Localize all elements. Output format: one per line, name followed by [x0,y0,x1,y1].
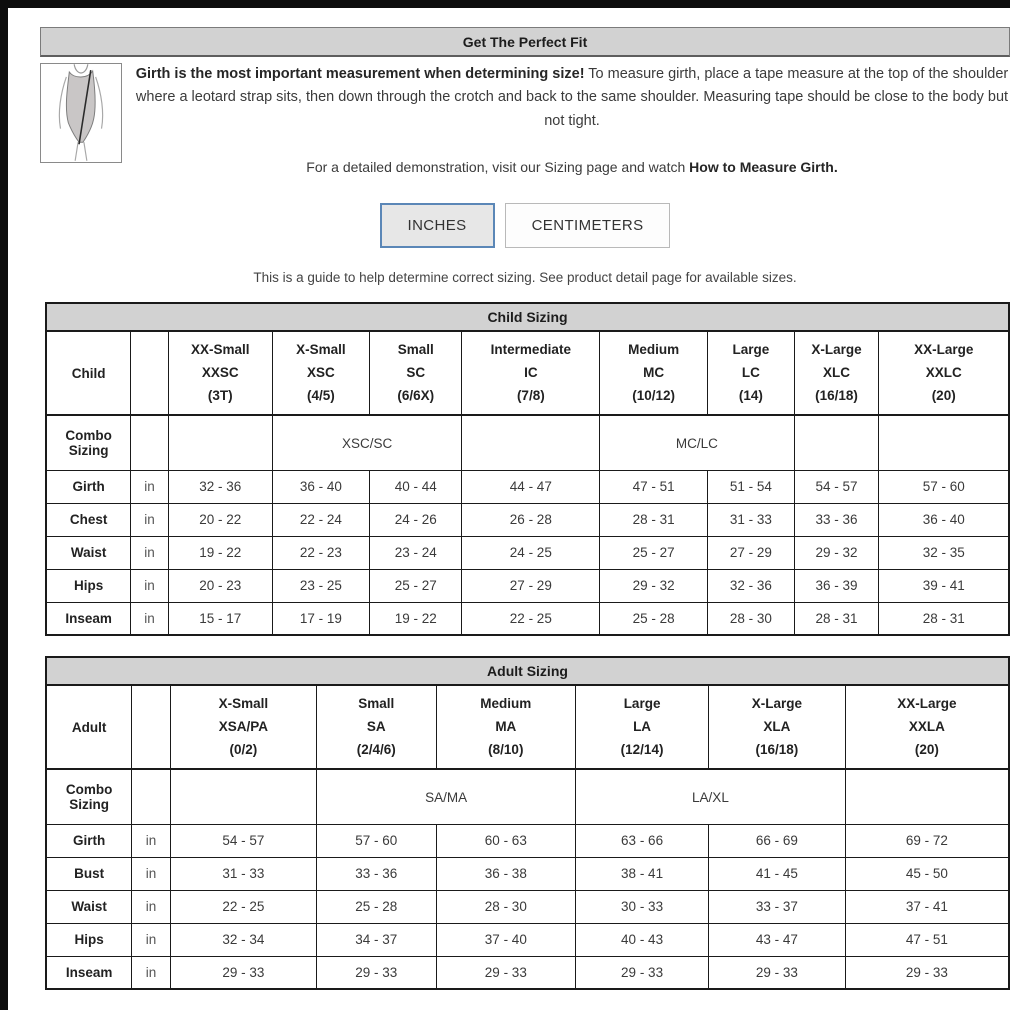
empty-cell [168,415,272,470]
adult-row-group-label: Adult [46,685,132,769]
column-code: LA [633,718,652,734]
size-cell: 36 - 40 [879,503,1009,536]
column-code: XSA/PA [218,718,269,734]
column-name: Small [358,696,395,712]
size-cell: 69 - 72 [845,824,1009,857]
size-cell: 28 - 31 [600,503,708,536]
size-cell: 28 - 31 [879,602,1009,635]
size-cell: 19 - 22 [168,536,272,569]
size-cell: 38 - 41 [576,857,709,890]
adult-header-row [46,685,1009,769]
size-cell: 47 - 51 [600,470,708,503]
table-row-inseam [46,956,1009,989]
combo-sizing-label: Combo Sizing [46,769,132,824]
adult-table-title-row [46,657,1009,685]
child-table-title-row [46,303,1009,331]
girth-instructions-column [122,63,1010,175]
size-cell: 33 - 37 [709,890,846,923]
column-range: (8/10) [488,741,524,757]
size-cell: 31 - 33 [708,503,795,536]
column-name: X-Large [751,696,803,712]
table-row-girth [46,824,1009,857]
size-cell: 37 - 40 [436,923,576,956]
unit-cell: in [132,890,171,923]
size-cell: 28 - 31 [794,602,879,635]
column-name: XX-Small [191,342,250,358]
combo-cell-mc-lc: MC/LC [600,415,795,470]
size-cell: 40 - 44 [370,470,462,503]
combo-cell-sa-ma: SA/MA [317,769,576,824]
size-cell: 25 - 27 [600,536,708,569]
size-cell: 57 - 60 [317,824,436,857]
size-cell: 66 - 69 [709,824,846,857]
row-label: Hips [46,923,132,956]
size-cell: 57 - 60 [879,470,1009,503]
column-range: (6/6X) [397,387,435,403]
combo-sizing-label: Combo Sizing [46,415,131,470]
size-cell: 33 - 36 [317,857,436,890]
girth-instructions [134,63,1010,133]
size-cell: 54 - 57 [170,824,316,857]
unit-cell: in [132,956,171,989]
column-name: Intermediate [490,342,571,358]
unit-cell: in [131,503,169,536]
column-header-x-small [170,685,316,769]
column-code: XXLC [925,364,962,380]
empty-cell [132,769,171,824]
unit-cell: in [131,602,169,635]
column-range: (16/18) [815,387,858,403]
size-cell: 29 - 33 [317,956,436,989]
column-name: Medium [628,342,680,358]
adult-combo-row [46,769,1009,824]
demo-note-text: For a detailed demonstration, visit our Sizing page and watch [306,159,690,176]
column-range: (20) [914,741,939,757]
unit-column-header [131,331,169,415]
demo-note-bold: How to Measure Girth. [689,159,838,176]
combo-cell-xsc-sc: XSC/SC [272,415,462,470]
column-code: XSC [307,364,335,380]
column-header-x-large [794,331,879,415]
unit-toggle-group [40,203,1010,248]
adult-table-title: Adult Sizing [46,657,1009,685]
column-code: XXLA [908,718,945,734]
child-combo-row [46,415,1009,470]
size-cell: 29 - 33 [170,956,316,989]
size-cell: 41 - 45 [709,857,846,890]
size-cell: 15 - 17 [168,602,272,635]
unit-cell: in [131,470,169,503]
column-code: LC [741,364,760,380]
column-header-x-small [272,331,369,415]
size-cell: 34 - 37 [317,923,436,956]
column-header-x-large [709,685,846,769]
size-cell: 29 - 33 [436,956,576,989]
empty-cell [131,415,169,470]
table-row-inseam [46,602,1009,635]
empty-cell [170,769,316,824]
unit-cell: in [131,569,169,602]
column-header-large [576,685,709,769]
size-cell: 19 - 22 [370,602,462,635]
column-code: SA [366,718,386,734]
size-cell: 36 - 38 [436,857,576,890]
window-edge-top [0,0,1010,8]
column-range: (0/2) [229,741,258,757]
row-label: Girth [46,824,132,857]
column-code: XLA [763,718,791,734]
column-name: Small [397,342,434,358]
empty-cell [462,415,600,470]
row-label: Bust [46,857,132,890]
size-cell: 27 - 29 [462,569,600,602]
size-cell: 28 - 30 [436,890,576,923]
size-cell: 29 - 33 [845,956,1009,989]
column-range: (3T) [207,387,233,403]
window-edge-left [0,0,8,1010]
column-code: SC [406,364,426,380]
column-header-xx-large [879,331,1009,415]
empty-cell [879,415,1009,470]
row-label: Chest [46,503,131,536]
row-label: Hips [46,569,131,602]
column-header-xx-small [168,331,272,415]
size-cell: 29 - 33 [576,956,709,989]
column-range: (10/12) [632,387,675,403]
girth-instructions-bold: Girth is the most important measurement when determining size! [135,66,585,82]
column-header-small [317,685,436,769]
size-cell: 32 - 36 [708,569,795,602]
size-cell: 32 - 36 [168,470,272,503]
row-label: Girth [46,470,131,503]
column-name: X-Small [218,696,269,712]
child-header-row [46,331,1009,415]
combo-cell-la-xl: LA/XL [576,769,846,824]
size-cell: 44 - 47 [462,470,600,503]
adult-sizing-table [45,656,1010,990]
table-row-chest [46,503,1009,536]
column-name: Large [623,696,661,712]
child-sizing-table [45,302,1010,636]
size-cell: 22 - 25 [170,890,316,923]
size-cell: 45 - 50 [845,857,1009,890]
size-cell: 28 - 30 [708,602,795,635]
size-cell: 24 - 26 [370,503,462,536]
unit-column-header [132,685,171,769]
size-cell: 20 - 23 [168,569,272,602]
column-name: X-Small [296,342,346,358]
column-range: (2/4/6) [356,741,396,757]
column-header-small [370,331,462,415]
column-range: (12/14) [620,741,664,757]
empty-cell [794,415,879,470]
column-code: MA [495,718,517,734]
child-table-title: Child Sizing [46,303,1009,331]
size-cell: 22 - 24 [272,503,369,536]
column-header-medium [600,331,708,415]
unit-cell: in [131,536,169,569]
size-cell: 24 - 25 [462,536,600,569]
table-row-hips [46,569,1009,602]
girth-instructions-rest: To measure girth, place a tape measure at the top of the shoulder where a leotard strap sits, then down through the crotch and back to the same shoulder. Measuring tape should be close to the body but not tight. [135,66,1009,129]
size-cell: 23 - 25 [272,569,369,602]
size-cell: 22 - 23 [272,536,369,569]
inches-button[interactable]: INCHES [380,203,495,248]
size-cell: 40 - 43 [576,923,709,956]
column-header-intermediate [462,331,600,415]
size-cell: 63 - 66 [576,824,709,857]
size-cell: 29 - 32 [794,536,879,569]
size-cell: 30 - 33 [576,890,709,923]
column-header-medium [436,685,576,769]
column-name: Medium [480,696,532,712]
size-cell: 43 - 47 [709,923,846,956]
unit-cell: in [132,923,171,956]
table-row-waist [46,890,1009,923]
centimeters-button[interactable]: CENTIMETERS [505,203,671,248]
row-label: Waist [46,890,132,923]
row-label: Inseam [46,956,132,989]
size-cell: 37 - 41 [845,890,1009,923]
column-code: XLC [823,364,851,380]
leotard-girth-diagram [40,63,122,163]
table-row-hips [46,923,1009,956]
size-cell: 25 - 28 [317,890,436,923]
sizing-demo-note [134,159,1010,175]
size-cell: 22 - 25 [462,602,600,635]
size-cell: 25 - 28 [600,602,708,635]
column-code: MC [643,364,665,380]
row-label: Waist [46,536,131,569]
column-code: XXSC [201,364,239,380]
column-range: (14) [738,387,763,403]
size-cell: 17 - 19 [272,602,369,635]
size-cell: 29 - 33 [709,956,846,989]
size-cell: 29 - 32 [600,569,708,602]
unit-cell: in [132,824,171,857]
size-cell: 31 - 33 [170,857,316,890]
column-range: (7/8) [516,387,545,403]
column-code: IC [524,364,538,380]
size-cell: 60 - 63 [436,824,576,857]
size-cell: 39 - 41 [879,569,1009,602]
column-name: XX-Large [914,342,974,358]
size-cell: 23 - 24 [370,536,462,569]
unit-cell: in [132,857,171,890]
child-row-group-label: Child [46,331,131,415]
size-cell: 36 - 39 [794,569,879,602]
size-cell: 33 - 36 [794,503,879,536]
empty-cell [845,769,1009,824]
size-cell: 54 - 57 [794,470,879,503]
table-row-bust [46,857,1009,890]
size-cell: 32 - 34 [170,923,316,956]
size-cell: 36 - 40 [272,470,369,503]
column-range: (16/18) [755,741,799,757]
column-range: (20) [931,387,956,403]
size-cell: 26 - 28 [462,503,600,536]
column-name: XX-Large [897,696,957,712]
column-name: X-Large [811,342,862,358]
size-cell: 51 - 54 [708,470,795,503]
guide-note: This is a guide to help determine correct sizing. See product detail page for available sizes. [253,270,797,286]
sizing-guide-page [40,27,1010,990]
page-title: Get The Perfect Fit [40,27,1010,57]
size-cell: 20 - 22 [168,503,272,536]
column-name: Large [732,342,770,358]
leotard-illustration-icon [41,64,121,162]
girth-intro-section [40,63,1010,175]
size-cell: 32 - 35 [879,536,1009,569]
size-cell: 25 - 27 [370,569,462,602]
table-row-girth [46,470,1009,503]
column-range: (4/5) [307,387,335,403]
column-header-xx-large [845,685,1009,769]
row-label: Inseam [46,602,131,635]
size-cell: 27 - 29 [708,536,795,569]
size-cell: 47 - 51 [845,923,1009,956]
column-header-large [708,331,795,415]
table-row-waist [46,536,1009,569]
